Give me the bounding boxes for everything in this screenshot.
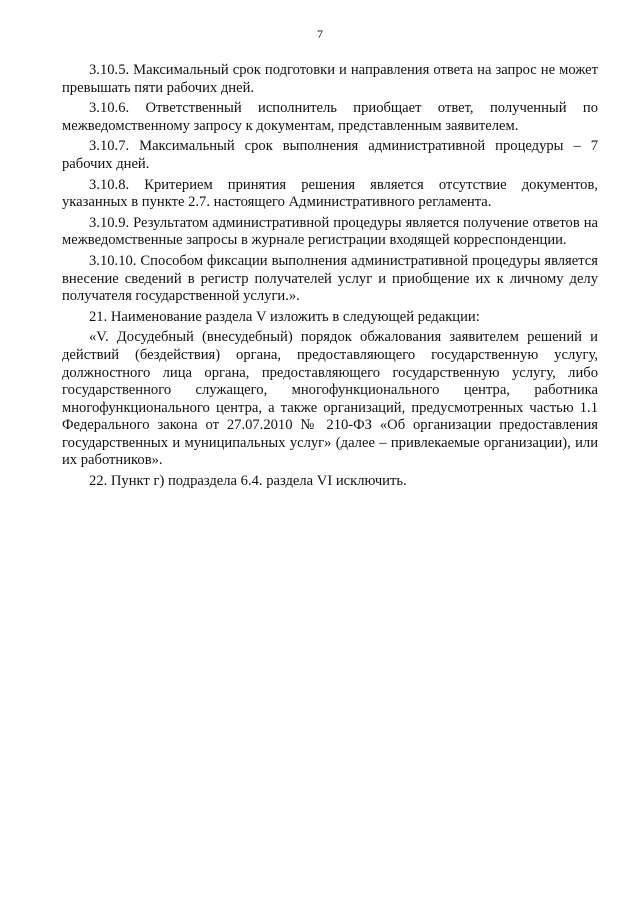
paragraph-3-10-10: 3.10.10. Способом фиксации выполнения административной процедуры является внесение сведений в регистр получателей услуг и приобщение их к личному делу получателя государственной услуги.». [62, 252, 598, 305]
document-body [62, 62, 598, 494]
paragraph-3-10-7: 3.10.7. Максимальный срок выполнения административной процедуры – 7 рабочих дней. [62, 138, 598, 172]
paragraph-3-10-9: 3.10.9. Результатом административной процедуры является получение ответов на межведомственные запросы в журнале регистрации входящей корреспонденции. [62, 214, 598, 249]
paragraph-3-10-5: 3.10.5. Максимальный срок подготовки и направления ответа на запрос не может превышать пяти рабочих дней. [62, 62, 598, 96]
paragraph-22: 22. Пункт г) подраздела 6.4. раздела VI исключить. [89, 473, 407, 490]
paragraph-section-v-title: «V. Досудебный (внесудебный) порядок обжалования заявителем решений и действий (бездействия) органа, предоставляющего государственную услугу, должностного лица органа, предоставляющего государственную услугу, либо государственного служащего, многофункционального центра, работника многофункционального центра, а также организаций, предусмотренных частью 1.1 Федерального закона от 27.07.2010 № 210-ФЗ «Об организации предоставления государственных и муниципальных услуг» (далее – привлекаемые организации), или их работников». [62, 329, 598, 469]
paragraph-21: 21. Наименование раздела V изложить в следующей редакции: [89, 308, 480, 325]
page-number: 7 [317, 27, 323, 41]
paragraph-3-10-6: 3.10.6. Ответственный исполнитель приобщает ответ, полученный по межведомственному запросу к документам, представленным заявителем. [62, 100, 598, 134]
paragraph-3-10-8: 3.10.8. Критерием принятия решения является отсутствие документов, указанных в пункте 2.7. настоящего Административного регламента. [62, 176, 598, 211]
